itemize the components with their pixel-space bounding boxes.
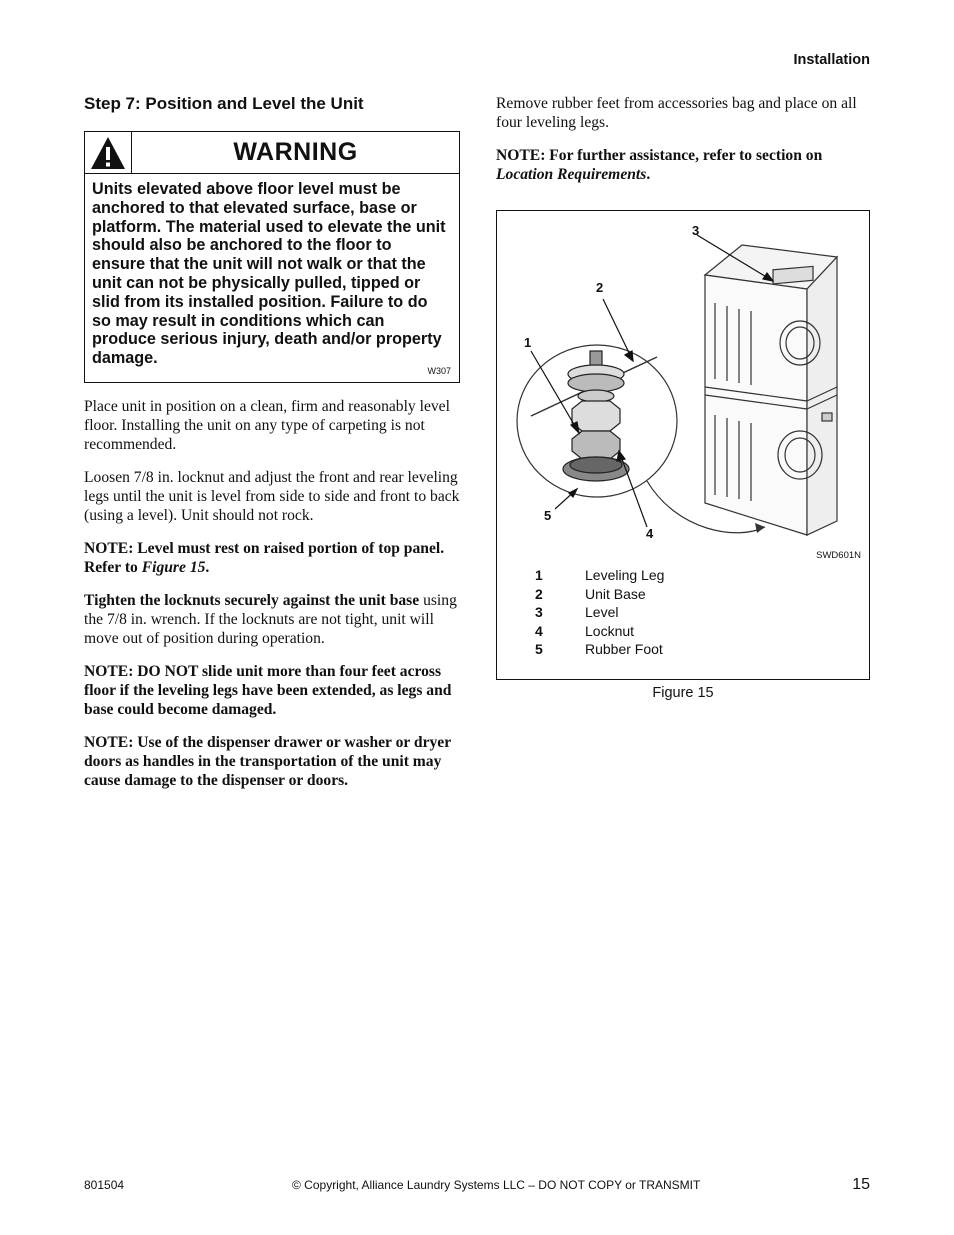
paragraph-rubber-feet: Remove rubber feet from accessories bag and place on all four leveling legs. [496, 95, 857, 131]
legend-label: Locknut [585, 622, 635, 639]
page-number: 15 [852, 1176, 870, 1193]
doc-number: 801504 [84, 1178, 125, 1192]
legend-label: Unit Base [585, 585, 646, 602]
legend-item [535, 622, 664, 641]
note-level-top-panel [84, 539, 460, 577]
warning-text: Units elevated above floor level must be anchored to that elevated surface, base or platform. The material used to elevate the unit should also be anchored to the floor to ensure that the unit will not walk or that the unit can not be physically pulled, tipped or slid from its installed position. Failure to do so may result in conditions which can produce serious injury, death and/or property damage. [92, 180, 446, 368]
warning-title: WARNING [233, 138, 358, 166]
figure-code: SWD601N [816, 550, 861, 561]
note-further-assistance [496, 146, 870, 184]
figure-caption: Figure 15 [652, 685, 714, 701]
legend-number: 5 [535, 641, 543, 658]
figure-reference: Figure 15 [141, 559, 206, 576]
legend-number: 2 [535, 585, 543, 602]
paragraph-position-unit: Place unit in position on a clean, firm and reasonably level floor. Installing the unit on any type of carpeting is not recommended. [84, 398, 450, 453]
tighten-rest-text: using the 7/8 in. wrench. If the locknuts are not tight, unit will move out of position during operation. [84, 592, 457, 647]
paragraph-tighten-locknuts [84, 591, 460, 648]
left-column [84, 94, 460, 790]
legend-label: Rubber Foot [585, 641, 663, 658]
legend-number: 4 [535, 622, 543, 639]
note-dispenser-drawer: NOTE: Use of the dispenser drawer or washer or dryer doors as handles in the transportation of the unit may cause damage to the dispenser or doors. [84, 734, 451, 789]
callout-4: 4 [646, 526, 654, 541]
note-do-not-slide: NOTE: DO NOT slide unit more than four feet across floor if the leveling legs have been extended, as legs and base could become damaged. [84, 663, 452, 718]
section-header: Installation [793, 52, 870, 68]
callout-5: 5 [544, 508, 552, 523]
warning-header [85, 132, 459, 174]
copyright-notice: © Copyright, Alliance Laundry Systems LLC – DO NOT COPY or TRANSMIT [292, 1178, 701, 1192]
tighten-bold-text: Tighten the locknuts securely against the unit base [84, 592, 420, 609]
legend-item [535, 585, 664, 604]
callout-2: 2 [596, 280, 604, 295]
right-column [496, 94, 870, 701]
leveling-diagram [497, 211, 869, 551]
legend-item [535, 640, 664, 659]
legend-item [535, 566, 664, 585]
paragraph-loosen-locknut: Loosen 7/8 in. locknut and adjust the front and rear leveling legs until the unit is level from side to side and front to back (using a level). Unit should not rock. [84, 469, 460, 524]
callout-1: 1 [524, 335, 532, 350]
note-text: NOTE: For further assistance, refer to section on [496, 147, 823, 164]
washer-dryer-unit [705, 245, 837, 535]
figure-legend [535, 566, 664, 659]
callout-3: 3 [692, 223, 700, 238]
note-end: . [646, 166, 651, 183]
note-end: . [205, 559, 210, 576]
figure-15 [496, 210, 870, 680]
warning-code: W307 [427, 366, 451, 376]
note-text: NOTE: Level must rest on raised portion of top panel. Refer to [84, 540, 445, 576]
legend-number: 3 [535, 604, 543, 621]
legend-label: Level [585, 604, 619, 621]
legend-item [535, 603, 664, 622]
legend-label: Leveling Leg [585, 567, 665, 583]
section-reference: Location Requirements [496, 166, 647, 183]
legend-number: 1 [535, 567, 543, 583]
warning-box [84, 131, 460, 383]
warning-triangle-icon [85, 132, 132, 173]
leveling-leg-detail [563, 351, 629, 481]
step-heading: Step 7: Position and Level the Unit [84, 94, 364, 113]
